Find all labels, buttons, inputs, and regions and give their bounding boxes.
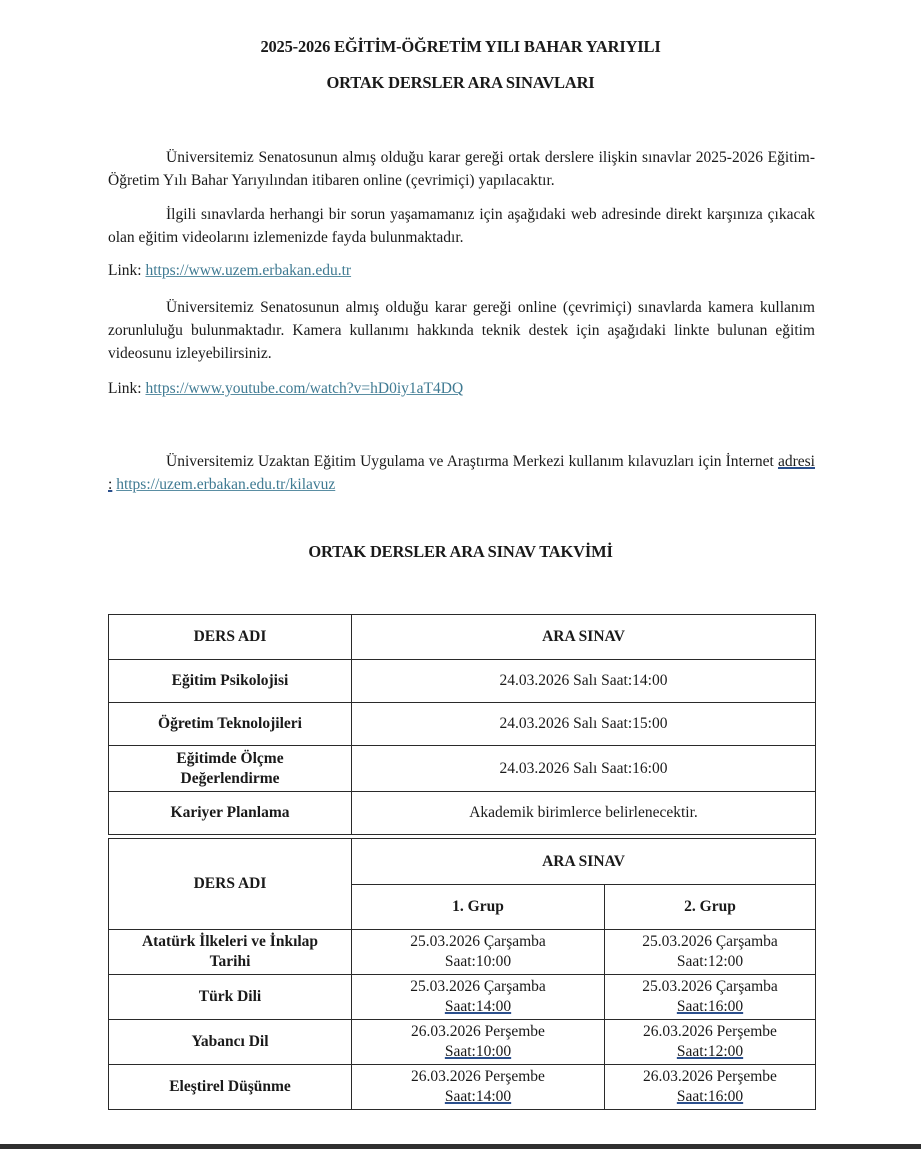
link-line-youtube: [108, 377, 815, 400]
exam-time: [352, 1087, 604, 1107]
document-title: 2025-2026 EĞİTİM-ÖĞRETİM YILI BAHAR YARIYILI: [260, 37, 661, 56]
guides-text: Üniversitemiz Uzaktan Eğitim Uygulama ve Araştırma Merkezi kullanım kılavuzları için İnternet: [166, 453, 778, 470]
paragraph-guides: [108, 450, 815, 496]
exam-date: 26.03.2026 Perşembe: [643, 1068, 777, 1085]
header-course-name: DERS ADI: [109, 615, 352, 660]
exam-date: 26.03.2026 Perşembe: [643, 1023, 777, 1040]
table-row: [109, 975, 816, 1020]
paragraph-training-videos: İlgili sınavlarda herhangi bir sorun yaşamamanız için aşağıdaki web adresinde direkt karşınıza çıkacak olan eğitim videolarını izlemenizde fayda bulunmaktadır.: [108, 206, 815, 246]
exam-time: Saat:10:00: [444, 953, 512, 970]
exam-date: 25.03.2026 Çarşamba: [410, 933, 546, 950]
course-name: Yabancı Dil: [109, 1020, 352, 1065]
group2-exam: [605, 975, 816, 1020]
paragraph-online-exams: Üniversitemiz Senatosunun almış olduğu karar gereği ortak derslere ilişkin sınavlar 2025-2026 Eğitim-Öğretim Yılı Bahar Yarıyılından itibaren online (çevrimiçi) yapılacaktır.: [108, 149, 815, 189]
table-row: [109, 930, 816, 975]
group1-exam: [352, 975, 605, 1020]
exam-date: 25.03.2026 Çarşamba: [410, 978, 546, 995]
course-name: [109, 746, 352, 792]
exam-time-text: Saat:16:00: [676, 998, 744, 1015]
exam-time: [605, 997, 815, 1017]
course-name-line1: Eğitimde Ölçme: [176, 749, 284, 767]
paragraph-camera-requirement: Üniversitemiz Senatosunun almış olduğu karar gereği online (çevrimiçi) sınavlarda kamera kullanım zorunluluğu bulunmaktadır. Kamera kullanımı hakkında teknik destek için aşağıdaki linkte bulunan eğitim videosunu izleyebilirsiniz.: [108, 299, 815, 362]
group1-exam: [352, 1020, 605, 1065]
exam-time-text: Saat:16:00: [676, 1088, 744, 1105]
course-name: Eleştirel Düşünme: [109, 1065, 352, 1110]
exam-date: 26.03.2026 Perşembe: [411, 1023, 545, 1040]
course-name: Türk Dili: [109, 975, 352, 1020]
exam-time: 24.03.2026 Salı Saat:15:00: [352, 703, 816, 746]
exam-time: 24.03.2026 Salı Saat:16:00: [352, 746, 816, 792]
header-group-1: 1. Grup: [352, 885, 605, 930]
exam-time-text: Saat:12:00: [676, 1043, 744, 1060]
group1-exam: [352, 1065, 605, 1110]
exam-time: [605, 1042, 815, 1062]
course-name: Eğitim Psikolojisi: [109, 660, 352, 703]
link-label: Link:: [108, 380, 146, 397]
exam-time: [352, 997, 604, 1017]
course-name: [109, 930, 352, 975]
header-course-name: DERS ADI: [109, 839, 352, 930]
uzem-link[interactable]: https://www.uzem.erbakan.edu.tr: [145, 262, 352, 279]
course-name: Öğretim Teknolojileri: [109, 703, 352, 746]
table-row: [109, 1020, 816, 1065]
exam-time-text: Saat:14:00: [444, 1088, 512, 1105]
document-subtitle: ORTAK DERSLER ARA SINAVLARI: [326, 73, 595, 92]
schedule-table-groups: [108, 838, 816, 1110]
link-line-uzem: [108, 259, 815, 282]
exam-date: 26.03.2026 Perşembe: [411, 1068, 545, 1085]
group1-exam: [352, 930, 605, 975]
exam-time: [352, 1042, 604, 1062]
header-midterm: ARA SINAV: [352, 839, 816, 885]
table-header-row: [109, 615, 816, 660]
header-group-2: 2. Grup: [605, 885, 816, 930]
exam-date: 25.03.2026 Çarşamba: [642, 978, 778, 995]
exam-time: [605, 1087, 815, 1107]
bottom-divider: [0, 1144, 921, 1149]
course-name-line2: Değerlendirme: [180, 769, 280, 787]
table-row: [109, 746, 816, 792]
group2-exam: [605, 930, 816, 975]
exam-date: 25.03.2026 Çarşamba: [642, 933, 778, 950]
table-header-row: [109, 839, 816, 885]
table-row: [109, 1065, 816, 1110]
schedule-title: ORTAK DERSLER ARA SINAV TAKVİMİ: [308, 542, 613, 561]
course-name-line2: Tarihi: [209, 953, 251, 970]
address-label: adresi :: [108, 453, 815, 493]
link-label: Link:: [108, 262, 146, 279]
exam-time: 24.03.2026 Salı Saat:14:00: [352, 660, 816, 703]
group2-exam: [605, 1020, 816, 1065]
course-name: Kariyer Planlama: [109, 792, 352, 835]
youtube-link[interactable]: https://www.youtube.com/watch?v=hD0iy1aT4DQ: [145, 380, 464, 397]
table-row: [109, 703, 816, 746]
group2-exam: [605, 1065, 816, 1110]
exam-time-text: Saat:14:00: [444, 998, 512, 1015]
guide-link[interactable]: https://uzem.erbakan.edu.tr/kilavuz: [116, 476, 336, 493]
exam-time: Akademik birimlerce belirlenecektir.: [352, 792, 816, 835]
header-midterm: ARA SINAV: [352, 615, 816, 660]
exam-time: Saat:12:00: [676, 953, 744, 970]
exam-time-text: Saat:10:00: [444, 1043, 512, 1060]
table-row: [109, 660, 816, 703]
schedule-table-single: [108, 614, 816, 835]
course-name-line1: Atatürk İlkeleri ve İnkılap: [141, 933, 319, 950]
table-row: [109, 792, 816, 835]
